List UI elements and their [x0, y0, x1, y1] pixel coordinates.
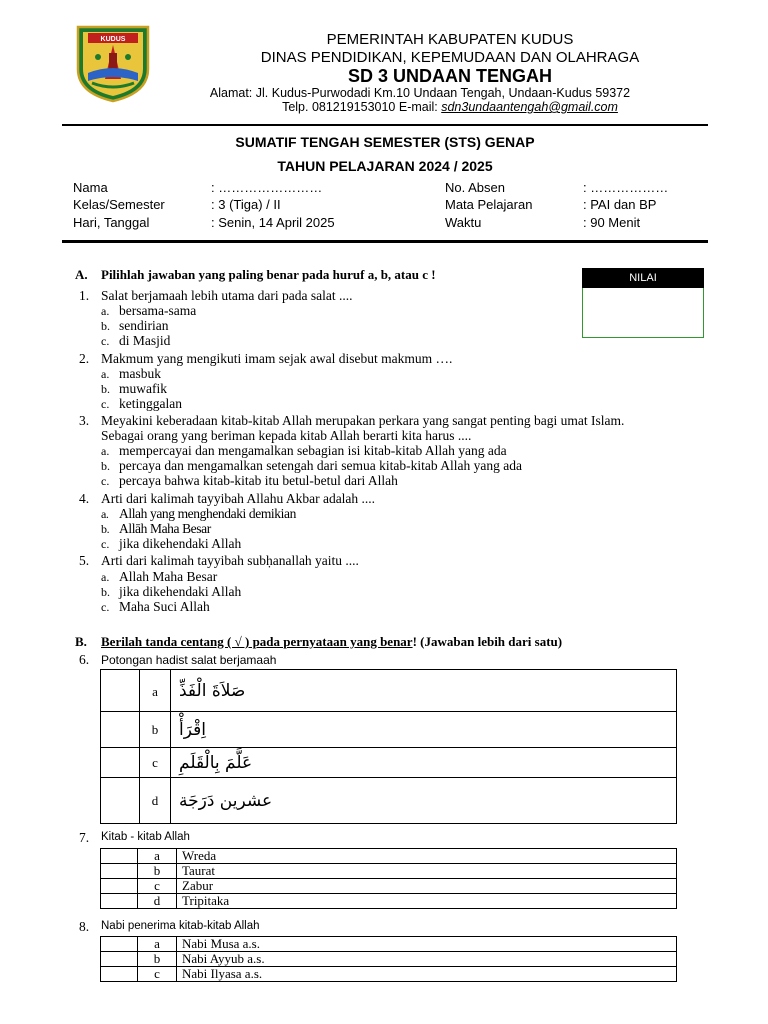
q7-text: Kitab - kitab Allah [101, 831, 190, 843]
q2-option-b[interactable] [101, 381, 167, 397]
kelas-label: Kelas/Semester [73, 197, 165, 212]
mapel-label: Mata Pelajaran [445, 197, 533, 212]
q7-value-a: Wreda [177, 849, 677, 864]
q8-check-cell-a[interactable] [101, 937, 138, 952]
q1-option-c[interactable] [101, 333, 170, 349]
option-letter: a. [101, 570, 110, 584]
option-text: di Masjid [119, 333, 171, 348]
q8-key-c: c [138, 967, 177, 982]
q4-number: 4. [79, 491, 90, 506]
mapel-value: : PAI dan BP [583, 197, 657, 212]
q7-value-d: Tripitaka [177, 894, 677, 909]
q3-text-line2: Sebagai orang yang beriman kepada kitab Allah berarti kita harus .... [101, 428, 472, 443]
waktu-label: Waktu [445, 215, 482, 230]
q6-row [101, 748, 677, 778]
option-text: Allah yang menghendaki demikian [119, 506, 296, 521]
q6-row [101, 670, 677, 712]
q5-option-a[interactable] [101, 569, 217, 585]
q5-option-c[interactable] [101, 599, 210, 615]
q7-table [100, 848, 677, 909]
q2-option-c[interactable] [101, 396, 182, 412]
q8-value-a: Nabi Musa a.s. [177, 937, 677, 952]
q7-row [101, 879, 677, 894]
q7-value-c: Zabur [177, 879, 677, 894]
contact-phone: Telp. 081219153010 E-mail: [282, 100, 442, 114]
q7-value-b: Taurat [177, 864, 677, 879]
q7-row [101, 849, 677, 864]
q7-key-d: d [138, 894, 177, 909]
option-letter: b. [101, 522, 110, 536]
option-text: mempercayai dan mengamalkan sebagian isi kitab-kitab Allah yang ada [119, 443, 507, 458]
q8-table [100, 936, 677, 982]
q8-value-c: Nabi Ilyasa a.s. [177, 967, 677, 982]
q7-key-c: c [138, 879, 177, 894]
nama-label: Nama [73, 180, 108, 195]
option-letter: c. [101, 600, 110, 614]
info-divider [62, 240, 708, 243]
option-letter: b. [101, 382, 110, 396]
q8-row [101, 967, 677, 982]
q8-key-b: b [138, 952, 177, 967]
option-text: Maha Suci Allah [119, 599, 210, 614]
q7-check-cell-c[interactable] [101, 879, 138, 894]
q4-option-c[interactable] [101, 536, 241, 552]
school-address: Alamat: Jl. Kudus-Purwodadi Km.10 Undaan Tengah, Undaan-Kudus 59372 [209, 86, 631, 100]
q6-arabic-a: صَلاَةَ الْفَذِّ [171, 670, 677, 712]
q8-row [101, 937, 677, 952]
kudus-regency-logo [74, 23, 152, 103]
option-text: bersama-sama [119, 303, 197, 318]
hari-value: : Senin, 14 April 2025 [211, 215, 335, 230]
option-text: percaya dan mengamalkan setengah dari semua kitab-kitab Allah yang ada [119, 458, 522, 473]
q7-key-b: b [138, 864, 177, 879]
q1-text: Salat berjamaah lebih utama dari pada salat .... [101, 288, 353, 303]
school-name: SD 3 UNDAAN TENGAH [347, 66, 552, 86]
option-text: ketinggalan [119, 396, 182, 411]
q6-number: 6. [79, 652, 90, 667]
q6-key-b: b [140, 712, 171, 748]
gov-name: PEMERINTAH KABUPATEN KUDUS [326, 31, 574, 48]
q6-arabic-d: عشرين دَرَجَة [171, 778, 677, 824]
agency-name: DINAS PENDIDIKAN, KEPEMUDAAN DAN OLAHRAGA [260, 49, 640, 66]
q6-text: Potongan hadist salat berjamaah [101, 653, 277, 667]
svg-text:KUDUS: KUDUS [100, 36, 126, 43]
option-letter: b. [101, 319, 110, 333]
q5-text: Arti dari kalimah tayyibah subḥanallah yaitu .... [101, 553, 359, 568]
option-text: masbuk [119, 366, 161, 381]
absen-label: No. Absen [445, 180, 505, 195]
q5-number: 5. [79, 553, 90, 568]
option-text: jika dikehendaki Allah [119, 584, 242, 599]
q1-option-a[interactable] [101, 303, 196, 319]
section-b-letter: B. [75, 634, 87, 649]
q7-check-cell-d[interactable] [101, 894, 138, 909]
q7-row [101, 894, 677, 909]
option-letter: a. [101, 444, 110, 458]
q6-row [101, 712, 677, 748]
q6-check-cell-b[interactable] [101, 712, 140, 748]
q3-option-b[interactable] [101, 458, 522, 474]
q2-text: Makmum yang mengikuti imam sejak awal disebut makmum …. [101, 351, 453, 366]
option-letter: c. [101, 537, 110, 551]
q7-check-cell-a[interactable] [101, 849, 138, 864]
q4-option-a[interactable] [101, 506, 296, 522]
q3-text: Meyakini keberadaan kitab-kitab Allah merupakan perkara yang sangat penting bagi umat Islam. [101, 413, 625, 428]
q6-arabic-c: عَلَّمَ بِالْقَلَمِ [171, 748, 677, 778]
nilai-label: NILAI [582, 268, 704, 288]
q3-number: 3. [79, 413, 90, 428]
option-text: muwafik [119, 381, 167, 396]
school-contact [170, 100, 730, 114]
waktu-value: : 90 Menit [583, 215, 641, 230]
option-letter: b. [101, 459, 110, 473]
option-letter: c. [101, 474, 110, 488]
q7-key-a: a [138, 849, 177, 864]
q6-key-a: a [140, 670, 171, 712]
q2-option-a[interactable] [101, 366, 161, 382]
contact-email[interactable]: sdn3undaantengah@gmail.com [441, 100, 618, 114]
section-b-instruction-rest: ! (Jawaban lebih dari satu) [412, 634, 563, 649]
q6-arabic-b: اِقْرَأْ [171, 712, 677, 748]
section-a-letter: A. [75, 267, 88, 282]
q8-key-a: a [138, 937, 177, 952]
q8-check-cell-c[interactable] [101, 967, 138, 982]
option-letter: b. [101, 585, 110, 599]
exam-title: SUMATIF TENGAH SEMESTER (STS) GENAP [235, 134, 535, 150]
q6-key-d: d [140, 778, 171, 824]
option-text: Allāh Maha Besar [119, 521, 211, 536]
q8-number: 8. [79, 919, 90, 934]
q6-check-cell-c[interactable] [101, 748, 140, 778]
q3-option-c[interactable] [101, 473, 398, 489]
q6-table [100, 669, 677, 824]
nama-value: : …………………… [211, 180, 323, 195]
section-b-instruction-underlined: Berilah tanda centang ( √ ) pada pernyataan yang benar [101, 634, 413, 649]
option-text: Allah Maha Besar [119, 569, 218, 584]
exam-year: TAHUN PELAJARAN 2024 / 2025 [277, 158, 493, 174]
section-b-instruction [101, 634, 562, 650]
option-letter: c. [101, 397, 110, 411]
section-a-instruction: Pilihlah jawaban yang paling benar pada huruf a, b, atau c ! [101, 267, 436, 282]
option-letter: a. [101, 304, 110, 318]
q8-row [101, 952, 677, 967]
q8-check-cell-b[interactable] [101, 952, 138, 967]
option-text: percaya bahwa kitab-kitab itu betul-betul dari Allah [119, 473, 398, 488]
q4-option-b[interactable] [101, 521, 211, 537]
q2-number: 2. [79, 351, 90, 366]
q8-text: Nabi penerima kitab-kitab Allah [101, 920, 260, 932]
q6-check-cell-a[interactable] [101, 670, 140, 712]
option-text: jika dikehendaki Allah [119, 536, 242, 551]
q4-text: Arti dari kalimah tayyibah Allahu Akbar adalah .... [101, 491, 376, 506]
q8-value-b: Nabi Ayyub a.s. [177, 952, 677, 967]
option-letter: c. [101, 334, 110, 348]
q1-option-b[interactable] [101, 318, 169, 334]
option-letter: a. [101, 507, 109, 521]
absen-value: : ……………… [583, 180, 669, 195]
q6-row [101, 778, 677, 824]
q3-option-a[interactable] [101, 443, 507, 459]
option-text: sendirian [119, 318, 169, 333]
q6-check-cell-d[interactable] [101, 778, 140, 824]
q1-number: 1. [79, 288, 90, 303]
kelas-value: : 3 (Tiga) / II [211, 197, 281, 212]
q6-key-c: c [140, 748, 171, 778]
q7-check-cell-b[interactable] [101, 864, 138, 879]
header-divider [62, 124, 708, 126]
q5-option-b[interactable] [101, 584, 241, 600]
option-letter: a. [101, 367, 110, 381]
q7-row [101, 864, 677, 879]
q7-number: 7. [79, 830, 90, 845]
hari-label: Hari, Tanggal [73, 215, 150, 230]
